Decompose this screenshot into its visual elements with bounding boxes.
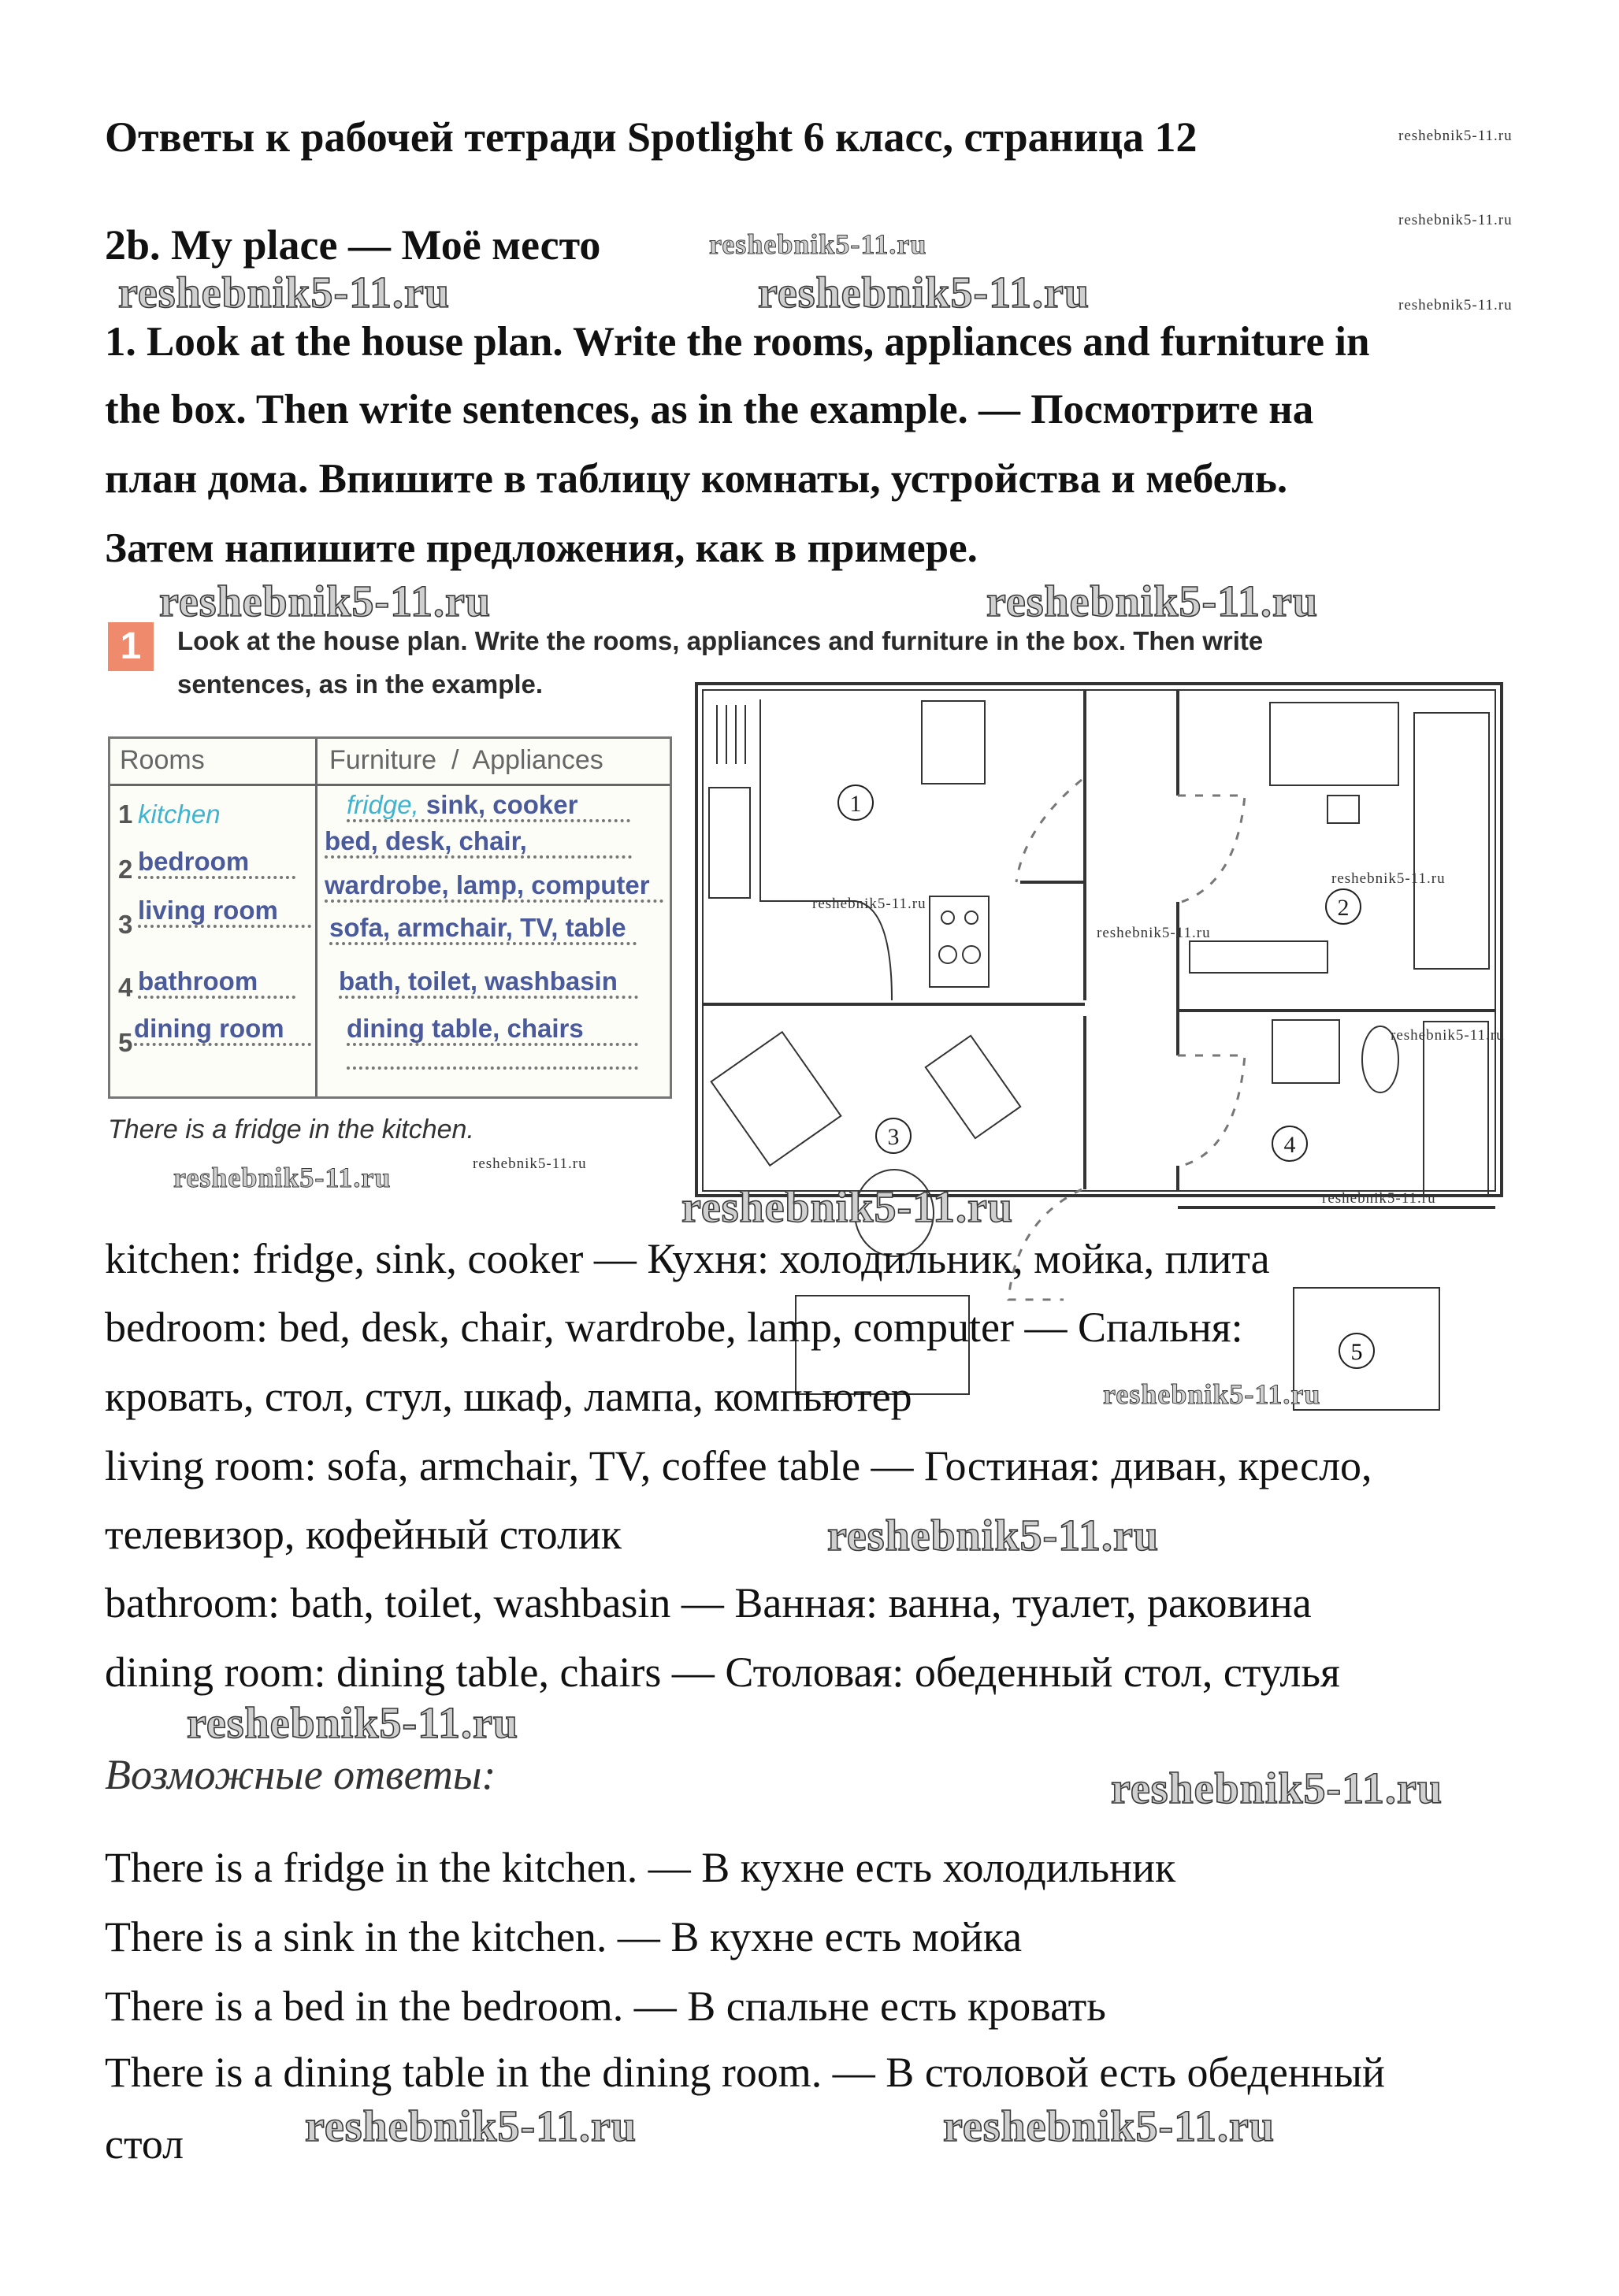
page-title: Ответы к рабочей тетради Spotlight 6 класс, страница 12 (105, 113, 1198, 161)
items-cell: sofa, armchair, TV, table (329, 914, 637, 945)
room-cell: dining room (134, 1014, 311, 1046)
room-cell: kitchen (138, 799, 221, 829)
watermark: reshebnik5-11.ru (1391, 1027, 1505, 1044)
possible-answers-label: Возможные ответы: (105, 1751, 496, 1798)
row-number: 4 (118, 973, 133, 1002)
answer-line: dining room: dining table, chairs — Столовая: обеденный стол, стулья (105, 1649, 1340, 1696)
example-sentence: There is a fridge in the kitchen. (108, 1115, 474, 1144)
row-number: 2 (118, 855, 133, 884)
watermark: reshebnik5-11.ru (187, 1699, 519, 1748)
room-cell: living room (138, 896, 311, 928)
watermark: reshebnik5-11.ru (986, 577, 1319, 626)
plan-label-2: 2 (1337, 895, 1350, 921)
watermark: reshebnik5-11.ru (1103, 1378, 1321, 1410)
watermark: reshebnik5-11.ru (1398, 212, 1513, 228)
items-cell: wardrobe, lamp, computer (325, 871, 663, 903)
empty-items-cell (347, 1054, 638, 1070)
plan-label-3: 3 (887, 1124, 900, 1150)
items-text: sink, cooker (425, 790, 578, 819)
watermark: reshebnik5-11.ru (118, 269, 451, 317)
sentence-line: There is a sink in the kitchen. — В кухне есть мойка (105, 1913, 1023, 1960)
sentence-line: стол (105, 2120, 184, 2168)
items-cell: bed, desk, chair, (325, 827, 632, 859)
answer-line: кровать, стол, стул, шкаф, лампа, компьютер (105, 1373, 912, 1420)
table-header-rooms: Rooms (120, 745, 205, 775)
rooms-table (108, 736, 672, 1099)
answer-line: kitchen: fridge, sink, cooker — Кухня: холодильник, мойка, плита (105, 1235, 1270, 1282)
task-line: Затем напишите предложения, как в примере. (105, 525, 978, 571)
watermark: reshebnik5-11.ru (1111, 1764, 1443, 1813)
watermark: reshebnik5-11.ru (681, 1183, 1014, 1232)
watermark: reshebnik5-11.ru (758, 269, 1090, 317)
items-cell: bath, toilet, washbasin (339, 967, 638, 999)
task-line: the box. Then write sentences, as in the example. — Посмотрите на (105, 387, 1314, 432)
watermark: reshebnik5-11.ru (709, 228, 927, 260)
exercise-instruction: Look at the house plan. Write the rooms, appliances and furniture in the box. Then write (177, 626, 1264, 655)
exercise-number: 1 (108, 622, 154, 671)
items-cell (347, 791, 630, 822)
items-cell: dining table, chairs (347, 1014, 638, 1046)
watermark: reshebnik5-11.ru (1331, 870, 1446, 887)
row-number: 5 (118, 1028, 133, 1057)
watermark: reshebnik5-11.ru (1398, 297, 1513, 313)
answer-line: bathroom: bath, toilet, washbasin — Ванная: ванна, туалет, раковина (105, 1579, 1312, 1626)
watermark: reshebnik5-11.ru (827, 1512, 1160, 1560)
answer-line: телевизор, кофейный столик (105, 1511, 622, 1558)
watermark: reshebnik5-11.ru (173, 1162, 392, 1193)
task-line: план дома. Впишите в таблицу комнаты, устройства и мебель. (105, 456, 1288, 502)
sentence-line: There is a dining table in the dining room. — В столовой есть обеденный (105, 2049, 1385, 2096)
watermark: reshebnik5-11.ru (943, 2102, 1276, 2151)
plan-label-1: 1 (849, 791, 862, 817)
watermark: reshebnik5-11.ru (473, 1155, 587, 1172)
room-cell: bathroom (138, 967, 295, 999)
section-title: 2b. My place — Моё место (105, 221, 601, 269)
watermark: reshebnik5-11.ru (1322, 1190, 1436, 1207)
sentence-line: There is a fridge in the kitchen. — В кухне есть холодильник (105, 1844, 1176, 1891)
row-number: 1 (118, 799, 133, 829)
watermark: reshebnik5-11.ru (812, 896, 926, 912)
answer-line: living room: sofa, armchair, TV, coffee table — Гостиная: диван, кресло, (105, 1442, 1372, 1489)
watermark: reshebnik5-11.ru (305, 2102, 637, 2151)
watermark: reshebnik5-11.ru (1398, 128, 1513, 144)
row-number: 3 (118, 910, 133, 939)
plan-label-4: 4 (1283, 1132, 1296, 1158)
plan-label-5: 5 (1350, 1339, 1363, 1365)
room-cell: bedroom (138, 848, 295, 879)
exercise-instruction: sentences, as in the example. (177, 670, 544, 699)
watermark: reshebnik5-11.ru (1097, 925, 1211, 941)
answer-line: bedroom: bed, desk, chair, wardrobe, lamp, computer — Спальня: (105, 1304, 1243, 1351)
watermark: reshebnik5-11.ru (159, 577, 492, 626)
task-line: 1. Look at the house plan. Write the rooms, appliances and furniture in (105, 319, 1370, 365)
table-header-furniture: Furniture / Appliances (329, 745, 603, 775)
example-item: fridge, (347, 790, 419, 819)
sentence-line: There is a bed in the bedroom. — В спальне есть кровать (105, 1983, 1106, 2030)
